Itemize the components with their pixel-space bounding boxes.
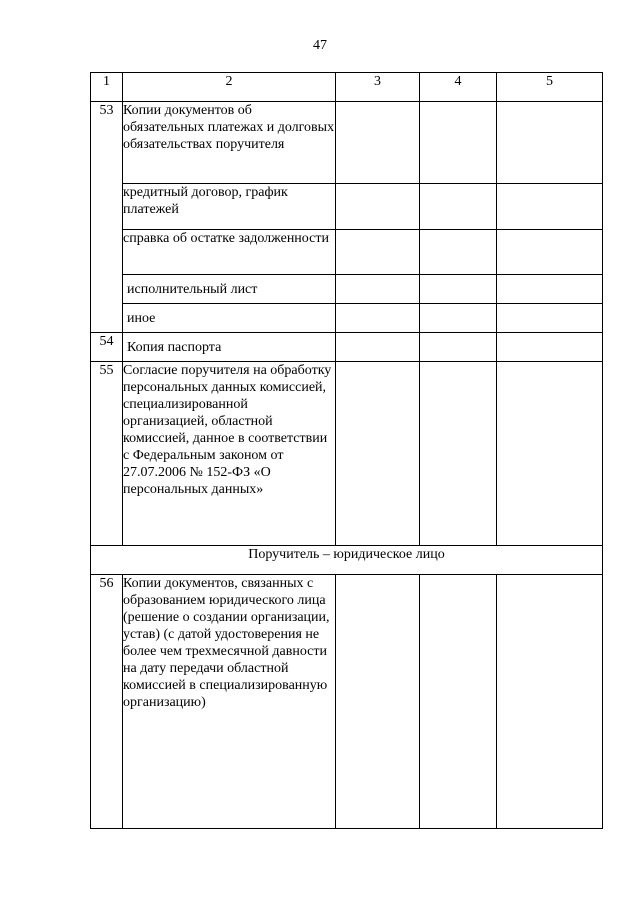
header-col-1: 1 [91,73,123,102]
cell-empty [336,304,420,333]
header-col-4: 4 [420,73,497,102]
cell-empty [497,275,603,304]
row-number-54: 54 [91,333,123,362]
cell-empty [497,575,603,829]
section-row [91,546,603,575]
table-row [91,575,603,829]
row-53-title: Копии документов об обязательных платежах и долговых обязательствах поручителя [123,102,336,184]
row-53-item-writ: исполнительный лист [123,275,336,304]
cell-empty [497,333,603,362]
header-col-2: 2 [123,73,336,102]
row-53-item-other: иное [123,304,336,333]
table-row [91,304,603,333]
table-row [91,333,603,362]
cell-empty [420,230,497,275]
cell-empty [420,184,497,230]
row-53-item-credit-agreement: кредитный договор, график платежей [123,184,336,230]
document-table [90,72,603,829]
table-row [91,230,603,275]
cell-empty [336,102,420,184]
row-56-text: Копии документов, связанных с образованием юридического лица (решение о создании организации, устав) (с датой удостоверения не более чем трехмесячной давности на дату передачи областной комиссией в специализированную организацию) [123,575,336,829]
cell-empty [336,333,420,362]
cell-empty [420,102,497,184]
row-55-text: Согласие поручителя на обработку персональных данных комиссией, специализированной организацией, областной комиссией, данное в соответствии с Федеральным законом от 27.07.2006 № 152-ФЗ «О персональных данных» [123,362,336,546]
cell-empty [497,362,603,546]
cell-empty [420,362,497,546]
row-53-item-debt-certificate: справка об остатке задолженности [123,230,336,275]
cell-empty [336,275,420,304]
row-number-53: 53 [91,102,123,333]
page-number: 47 [313,38,327,53]
cell-empty [420,304,497,333]
row-number-55: 55 [91,362,123,546]
table-row [91,184,603,230]
row-54-text: Копия паспорта [123,333,336,362]
table-row [91,362,603,546]
cell-empty [420,575,497,829]
cell-empty [336,362,420,546]
section-legal-entity: Поручитель – юридическое лицо [91,546,603,575]
cell-empty [420,275,497,304]
cell-empty [497,304,603,333]
cell-empty [497,230,603,275]
cell-empty [497,102,603,184]
table-row [91,275,603,304]
header-col-5: 5 [497,73,603,102]
table-row [91,102,603,184]
cell-empty [497,184,603,230]
cell-empty [420,333,497,362]
header-col-3: 3 [336,73,420,102]
row-number-56: 56 [91,575,123,829]
cell-empty [336,230,420,275]
table-header-row [91,73,603,102]
cell-empty [336,184,420,230]
cell-empty [336,575,420,829]
